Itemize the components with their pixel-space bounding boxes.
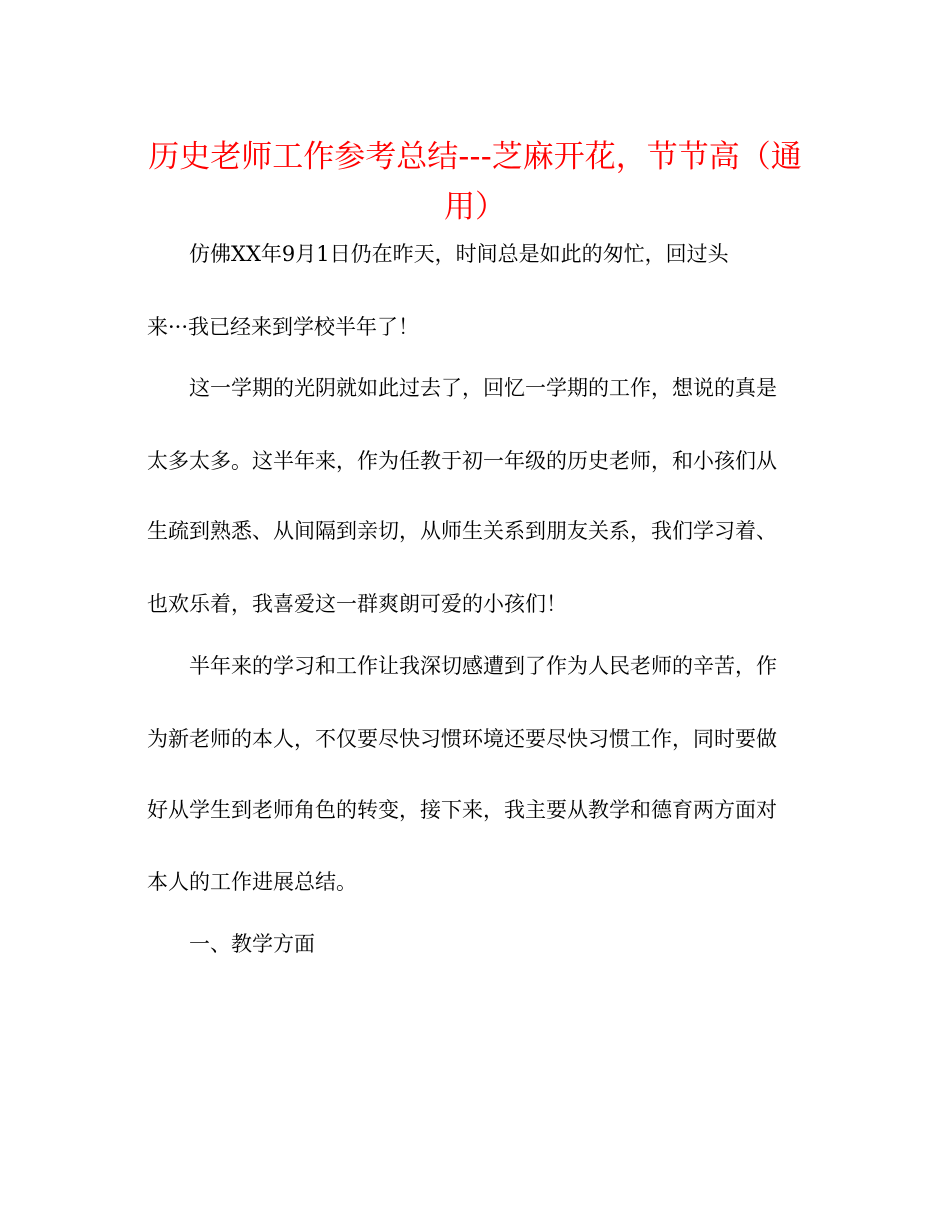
paragraph-line: 本人的工作进展总结。 [147,870,357,894]
paragraph-line: 来···我已经来到学校半年了！ [147,315,420,339]
paragraph-line: 也欢乐着，我喜爱这一群爽朗可爱的小孩们！ [147,592,567,616]
paragraph-line: 半年来的学习和工作让我深切感遭到了作为人民老师的辛苦，作 [147,654,777,678]
paragraph-line: 为新老师的本人，不仅要尽快习惯环境还要尽快习惯工作，同时要做 [147,727,777,751]
paragraph-line: 太多太多。这半年来，作为任教于初一年级的历史老师，和小孩们从 [147,449,777,473]
paragraph-line: 仿佛XX年9月1日仍在昨天，时间总是如此的匆忙，回过头 [147,242,729,266]
paragraph-line: 好从学生到老师角色的转变，接下来，我主要从教学和德育两方面对 [147,798,777,822]
section-heading: 一、教学方面 [147,932,315,956]
paragraph-line: 生疏到熟悉、从间隔到亲切，从师生关系到朋友关系，我们学习着、 [147,519,777,543]
paragraph-line: 这一学期的光阴就如此过去了，回忆一学期的工作，想说的真是 [147,376,777,400]
document-title: 历史老师工作参考总结---芝麻开花，节节高（通用） [148,139,802,225]
